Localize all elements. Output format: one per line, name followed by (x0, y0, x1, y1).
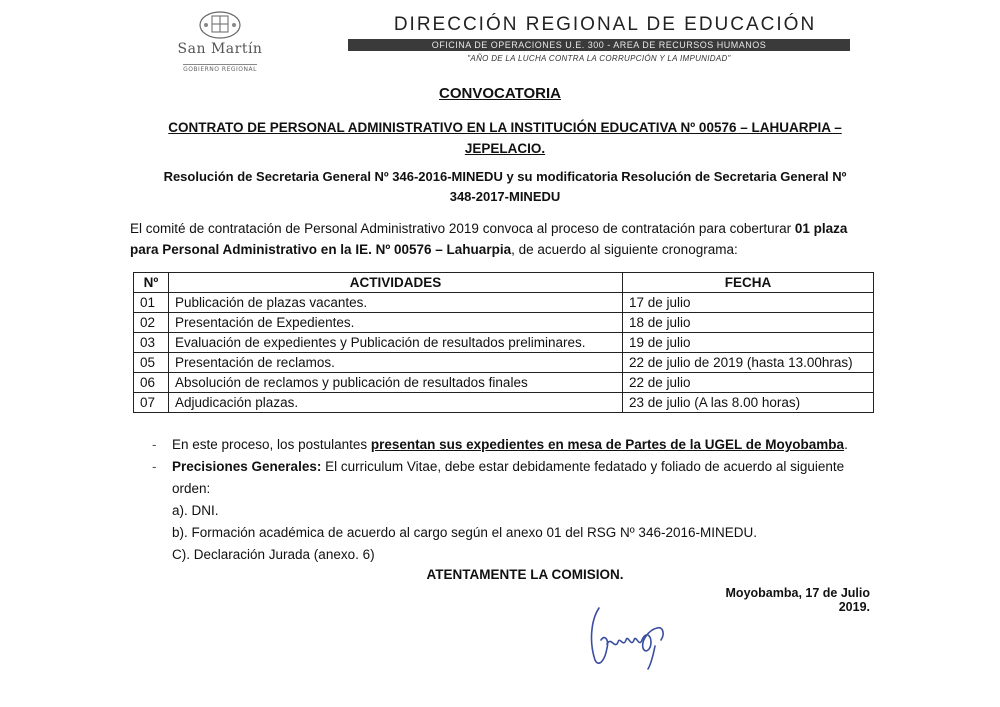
resolution-line-2: 348-2017-MINEDU (449, 189, 561, 204)
note-2-text: El curriculum Vitae, debe estar debidamente fedatado y foliado de acuerdo al siguiente orden: (172, 459, 845, 496)
table-row (134, 393, 874, 413)
logo-name: San Martín (177, 41, 263, 57)
table-row (134, 333, 874, 353)
row-date: 23 de julio (A las 8.00 horas) (623, 393, 874, 413)
requirement-item: b). Formación académica de acuerdo al cargo según el anexo 01 del RSG Nº 346-2016-MINEDU. (172, 525, 757, 540)
resolution-heading (150, 167, 860, 207)
table-row (134, 353, 874, 373)
col-header-number: Nº (134, 273, 169, 293)
handwritten-signature (585, 600, 680, 670)
requirement-item: C). Declaración Jurada (anexo. 6) (172, 547, 375, 562)
row-activity: Absolución de reclamos y publicación de resultados finales (169, 373, 623, 393)
note-item (152, 456, 882, 500)
note-1-text: En este proceso, los postulantes (172, 437, 371, 452)
contract-heading (150, 117, 860, 159)
row-activity: Presentación de reclamos. (169, 353, 623, 373)
contract-line-2: JEPELACIO. (464, 141, 546, 156)
table-row (134, 373, 874, 393)
intro-paragraph (130, 218, 875, 260)
table-header-row (134, 273, 874, 293)
table-row (134, 293, 874, 313)
document-title: CONVOCATORIA (439, 85, 561, 102)
row-activity: Presentación de Expedientes. (169, 313, 623, 333)
intro-text-2: , de acuerdo al siguiente cronograma: (511, 242, 738, 257)
row-number: 02 (134, 313, 169, 333)
logo-subtitle: GOBIERNO REGIONAL (183, 66, 257, 73)
note-1-end: . (844, 437, 848, 452)
row-date: 19 de julio (623, 333, 874, 353)
resolution-line-1: Resolución de Secretaria General Nº 346-2016-MINEDU y su modificatoria Resolución de Secretaria General Nº (163, 169, 847, 184)
table-row (134, 313, 874, 333)
requirement-item: a). DNI. (172, 503, 219, 518)
row-number: 06 (134, 373, 169, 393)
notes-section (152, 434, 882, 566)
coat-of-arms-icon (197, 10, 243, 40)
header-title: DIRECCIÓN REGIONAL DE EDUCACIÓN (393, 14, 817, 35)
col-header-activities: ACTIVIDADES (169, 273, 623, 293)
row-number: 03 (134, 333, 169, 353)
row-activity: Adjudicación plazas. (169, 393, 623, 413)
row-date: 18 de julio (623, 313, 874, 333)
row-number: 01 (134, 293, 169, 313)
place-date: Moyobamba, 17 de Julio 2019. (725, 586, 870, 614)
note-2-label: Precisiones Generales: (172, 459, 322, 474)
row-activity: Evaluación de expedientes y Publicación de resultados preliminares. (169, 333, 623, 353)
bullet-dash: - (152, 459, 157, 474)
col-header-date: FECHA (623, 273, 874, 293)
row-number: 07 (134, 393, 169, 413)
note-item (152, 434, 882, 456)
closing-regards: ATENTAMENTE LA COMISION. (426, 567, 624, 582)
contract-line-1: CONTRATO DE PERSONAL ADMINISTRATIVO EN LA INSTITUCIÓN EDUCATIVA Nº 00576 – LAHUARPIA – (168, 120, 842, 135)
row-number: 05 (134, 353, 169, 373)
bullet-dash: - (152, 437, 157, 452)
intro-text-1: El comité de contratación de Personal Administrativo 2019 convoca al proceso de contratación para coberturar (130, 221, 795, 236)
row-date: 22 de julio (623, 373, 874, 393)
header-office-band: OFICINA DE OPERACIONES U.E. 300 - AREA DE RECURSOS HUMANOS (348, 39, 850, 51)
row-date: 22 de julio de 2019 (hasta 13.00hras) (623, 353, 874, 373)
regional-logo (150, 10, 290, 73)
schedule-table (133, 272, 874, 413)
intro-bold: 01 plaza para Personal Administrativo en la IE. Nº 00576 – Lahuarpia (130, 221, 848, 257)
header-motto: "AÑO DE LA LUCHA CONTRA LA CORRUPCIÓN Y LA IMPUNIDAD" (467, 54, 731, 63)
note-1-emphasis: presentan sus expedientes en mesa de Partes de la UGEL de Moyobamba (370, 437, 845, 452)
row-date: 17 de julio (623, 293, 874, 313)
row-activity: Publicación de plazas vacantes. (169, 293, 623, 313)
